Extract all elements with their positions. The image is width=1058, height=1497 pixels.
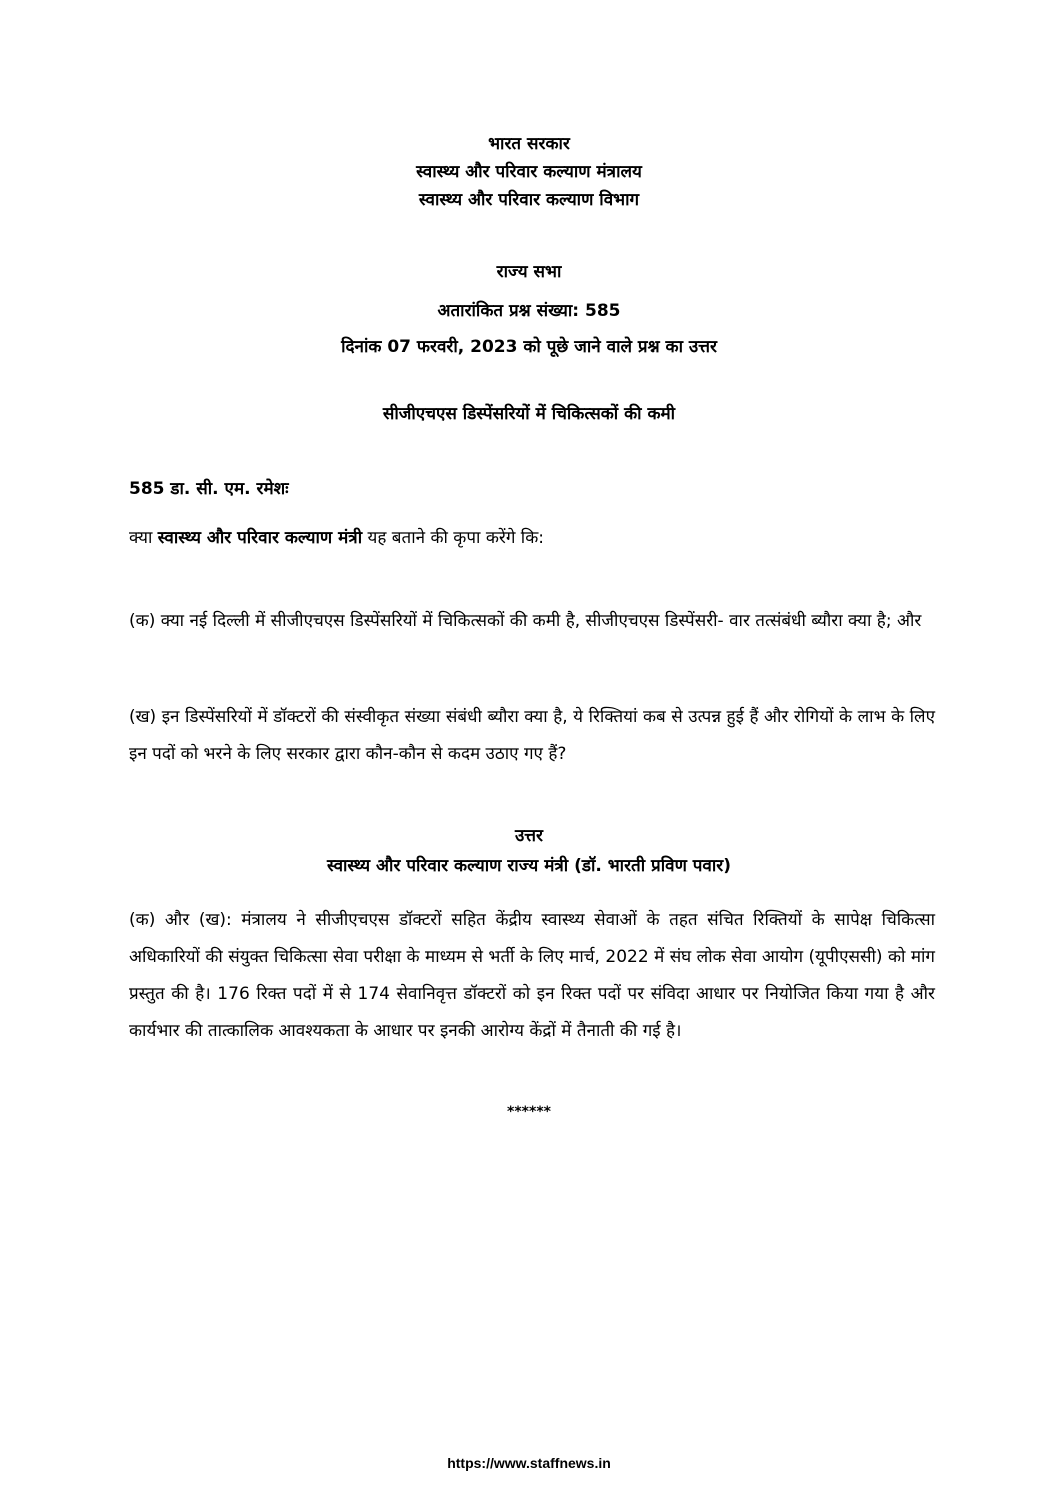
government-header (0, 130, 1058, 214)
question-intro-prefix: क्या (129, 528, 158, 548)
question-asker: 585 डा. सी. एम. रमेशः (129, 479, 289, 499)
end-mark: ****** (507, 1104, 551, 1120)
answer-minister: स्वास्थ्य और परिवार कल्याण राज्य मंत्री (डॉ. भारती प्रविण पवार) (326, 856, 732, 876)
question-intro-suffix: यह बताने की कृपा करेंगे कि: (362, 528, 544, 548)
question-subject: सीजीएचएस डिस्पेंसरियों में चिकित्सकों की कमी (382, 404, 676, 424)
answer-heading: उत्तर (514, 826, 544, 846)
house-name: राज्य सभा (496, 262, 562, 282)
question-date: दिनांक 07 फरवरी, 2023 को पूछे जाने वाले प्रश्न का उत्तर (341, 337, 717, 357)
header-line-department: स्वास्थ्य और परिवार कल्याण विभाग (418, 190, 640, 210)
minister-title: स्वास्थ्य और परिवार कल्याण मंत्री (157, 528, 363, 548)
question-number: अतारांकित प्रश्न संख्या: 585 (437, 301, 621, 321)
question-part-a: (क) क्या नई दिल्ली में सीजीएचएस डिस्पेंसरियों में चिकित्सकों की कमी है, सीजीएचएस डिस्पेंसरी- वार तत्संबंधी ब्यौरा क्या है; और (129, 611, 922, 631)
question-intro (129, 524, 935, 552)
header-line-government: भारत सरकार (488, 134, 570, 154)
header-line-ministry: स्वास्थ्य और परिवार कल्याण मंत्रालय (416, 162, 642, 182)
footer-url: https://www.staffnews.in (447, 1455, 611, 1471)
answer-text: (क) और (ख): मंत्रालय ने सीजीएचएस डॉक्टरों सहित केंद्रीय स्वास्थ्य सेवाओं के तहत संचित रिक्तियों के सापेक्ष चिकित्सा अधिकारियों की संयुक्त चिकित्सा सेवा परीक्षा के माध्यम से भर्ती के लिए मार्च, 2022 में संघ लोक सेवा आयोग (यूपीएससी) को मांग प्रस्तुत की है। 176 रिक्त पदों में से 174 सेवानिवृत्त डॉक्टरों को इन रिक्त पदों पर संविदा आधार पर नियोजित किया गया है और कार्यभार की तात्कालिक आवश्यकता के आधार पर इनकी आरोग्य केंद्रों में तैनाती की गई है। (129, 910, 935, 1041)
question-part-b: (ख) इन डिस्पेंसरियों में डॉक्टरों की संस्वीकृत संख्या संबंधी ब्यौरा क्या है, ये रिक्तियां कब से उत्पन्न हुई हैं और रोगियों के लाभ के लिए इन पदों को भरने के लिए सरकार द्वारा कौन-कौन से कदम उठाए गए हैं? (129, 707, 935, 764)
